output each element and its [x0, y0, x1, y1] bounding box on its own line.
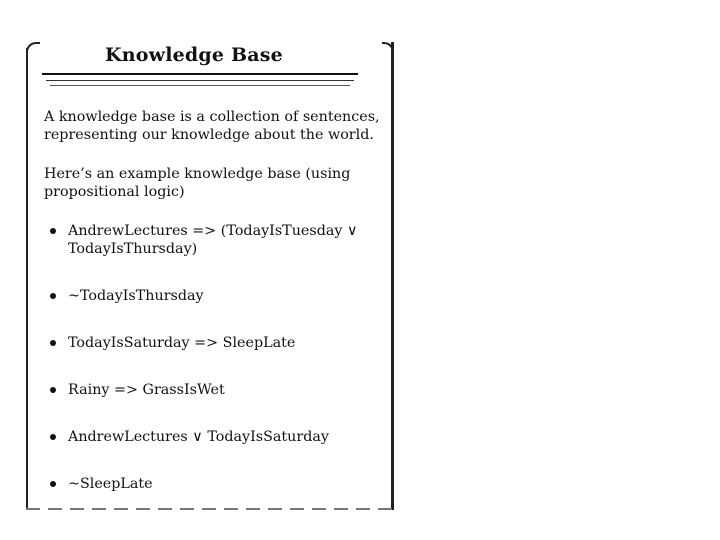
bullet-icon — [50, 434, 56, 440]
frame-right-border — [391, 42, 394, 510]
bullet-icon — [50, 387, 56, 393]
list-item — [44, 222, 390, 258]
sentence-text: ~TodayIsThursday — [68, 288, 204, 304]
slide-title: Knowledge Base — [105, 44, 283, 66]
bullet-icon — [50, 228, 56, 234]
frame-left-border — [26, 48, 28, 508]
slide-body — [44, 108, 390, 522]
slide — [26, 42, 394, 510]
bullet-icon — [50, 293, 56, 299]
title-rule-thick — [42, 73, 358, 75]
title-rule-thin — [50, 85, 350, 86]
intro-paragraph: A knowledge base is a collection of sentences, representing our knowledge about the world. — [44, 109, 380, 143]
bullet-icon — [50, 481, 56, 487]
list-item — [44, 287, 390, 305]
sentence-text: TodayIsSaturday => SleepLate — [68, 335, 296, 351]
list-item — [44, 428, 390, 446]
sentence-text: AndrewLectures ∨ TodayIsSaturday — [68, 429, 329, 445]
list-item — [44, 334, 390, 352]
knowledge-base-list — [44, 222, 390, 493]
list-item — [44, 381, 390, 399]
example-intro-paragraph: Here’s an example knowledge base (using propositional logic) — [44, 166, 351, 200]
bullet-icon — [50, 340, 56, 346]
sentence-text: ~SleepLate — [68, 476, 153, 492]
list-item — [44, 475, 390, 493]
sentence-text: AndrewLectures => (TodayIsTuesday ∨ TodayIsThursday) — [68, 223, 358, 257]
sentence-text: Rainy => GrassIsWet — [68, 382, 225, 398]
title-rule-thin — [46, 80, 354, 81]
